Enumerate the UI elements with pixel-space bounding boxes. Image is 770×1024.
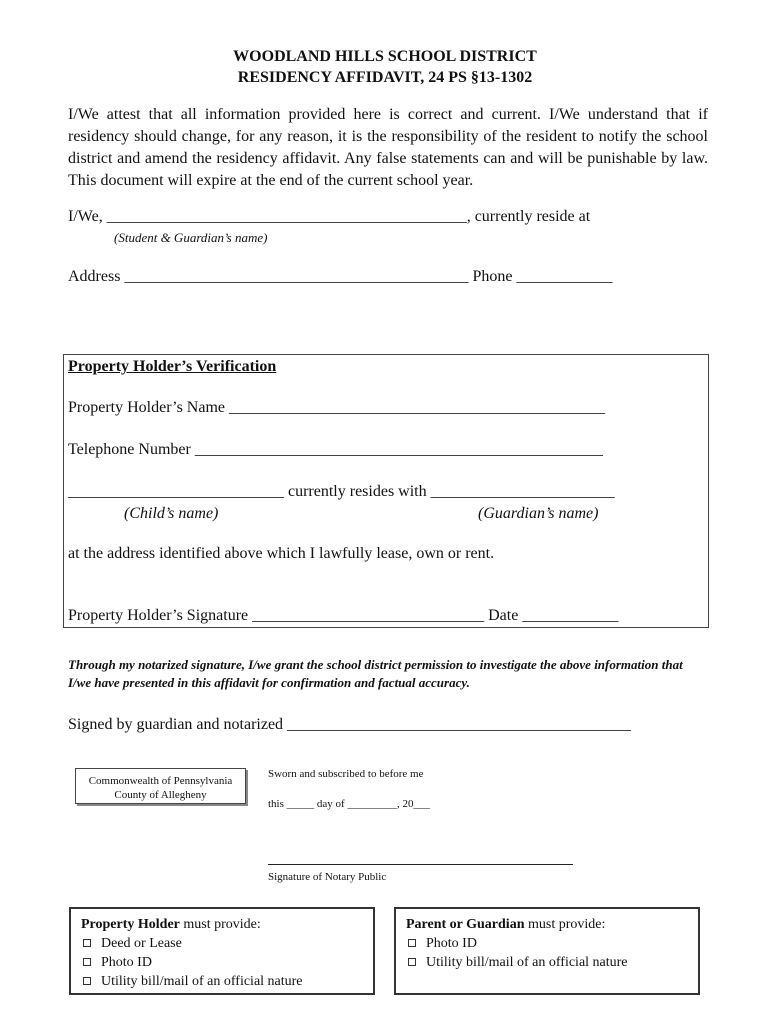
requirement-item: Photo ID <box>406 934 698 953</box>
notarized-statement: Through my notarized signature, I/we grant the school district permission to investigate the above information that I/we have presented in this affidavit for confirmation and factual accuracy. <box>68 657 683 690</box>
requirement-item: Utility bill/mail of an official nature <box>406 953 698 972</box>
names-caption: (Student & Guardian’s name) <box>114 230 268 245</box>
guardian-signed-line: Signed by guardian and notarized ___________________________________________ <box>68 716 632 733</box>
sworn-line-2: this _____ day of _________, 20___ <box>268 798 430 810</box>
property-holder-requirements <box>69 907 375 995</box>
checkbox <box>408 939 416 947</box>
holder-signature-line: Property Holder’s Signature _____________________________ Date ____________ <box>68 607 619 624</box>
resides-with-line: ___________________________ currently resides with _______________________ <box>68 483 615 500</box>
child-name-caption: (Child’s name) <box>124 505 219 522</box>
property-holder-requirements-title: Property Holder must provide: <box>81 917 261 932</box>
lease-statement: at the address identified above which I lawfully lease, own or rent. <box>68 545 495 562</box>
county-line-1: Commonwealth of Pennsylvania <box>88 775 233 787</box>
requirement-item: Deed or Lease <box>81 934 373 953</box>
verification-heading: Property Holder’s Verification <box>68 358 277 375</box>
checkbox <box>408 958 416 966</box>
names-line: I/We, _____________________________________________, currently reside at <box>68 208 591 225</box>
county-line-2: County of Allegheny <box>114 789 207 801</box>
guardian-name-caption: (Guardian’s name) <box>478 505 599 522</box>
requirement-item: Photo ID <box>81 953 373 972</box>
document-title: WOODLAND HILLS SCHOOL DISTRICT <box>233 48 537 65</box>
checkbox <box>83 958 91 966</box>
checkbox <box>83 939 91 947</box>
address-line: Address ___________________________________________ Phone ____________ <box>68 268 613 285</box>
county-stamp-box <box>75 768 246 804</box>
notary-signature-label: Signature of Notary Public <box>268 871 387 883</box>
guardian-requirements-title: Parent or Guardian must provide: <box>406 917 606 932</box>
intro-paragraph: I/We attest that all information provided here is correct and current. I/We understand that if residency should change, for any reason, it is the responsibility of the resident to notify the school district and amend the residency affidavit. Any false statements can and will be punishable by law. This document will expire at the end of the current school year. <box>68 106 708 189</box>
telephone-line: Telephone Number ___________________________________________________ <box>68 441 603 458</box>
holder-name-line: Property Holder’s Name _______________________________________________ <box>68 399 605 416</box>
notary-signature-rule <box>268 864 573 865</box>
guardian-requirements <box>394 907 700 995</box>
requirement-item: Utility bill/mail of an official nature <box>81 972 373 991</box>
document-subtitle: RESIDENCY AFFIDAVIT, 24 PS §13-1302 <box>237 69 533 86</box>
checkbox <box>83 977 91 985</box>
sworn-line-1: Sworn and subscribed to before me <box>268 768 424 780</box>
